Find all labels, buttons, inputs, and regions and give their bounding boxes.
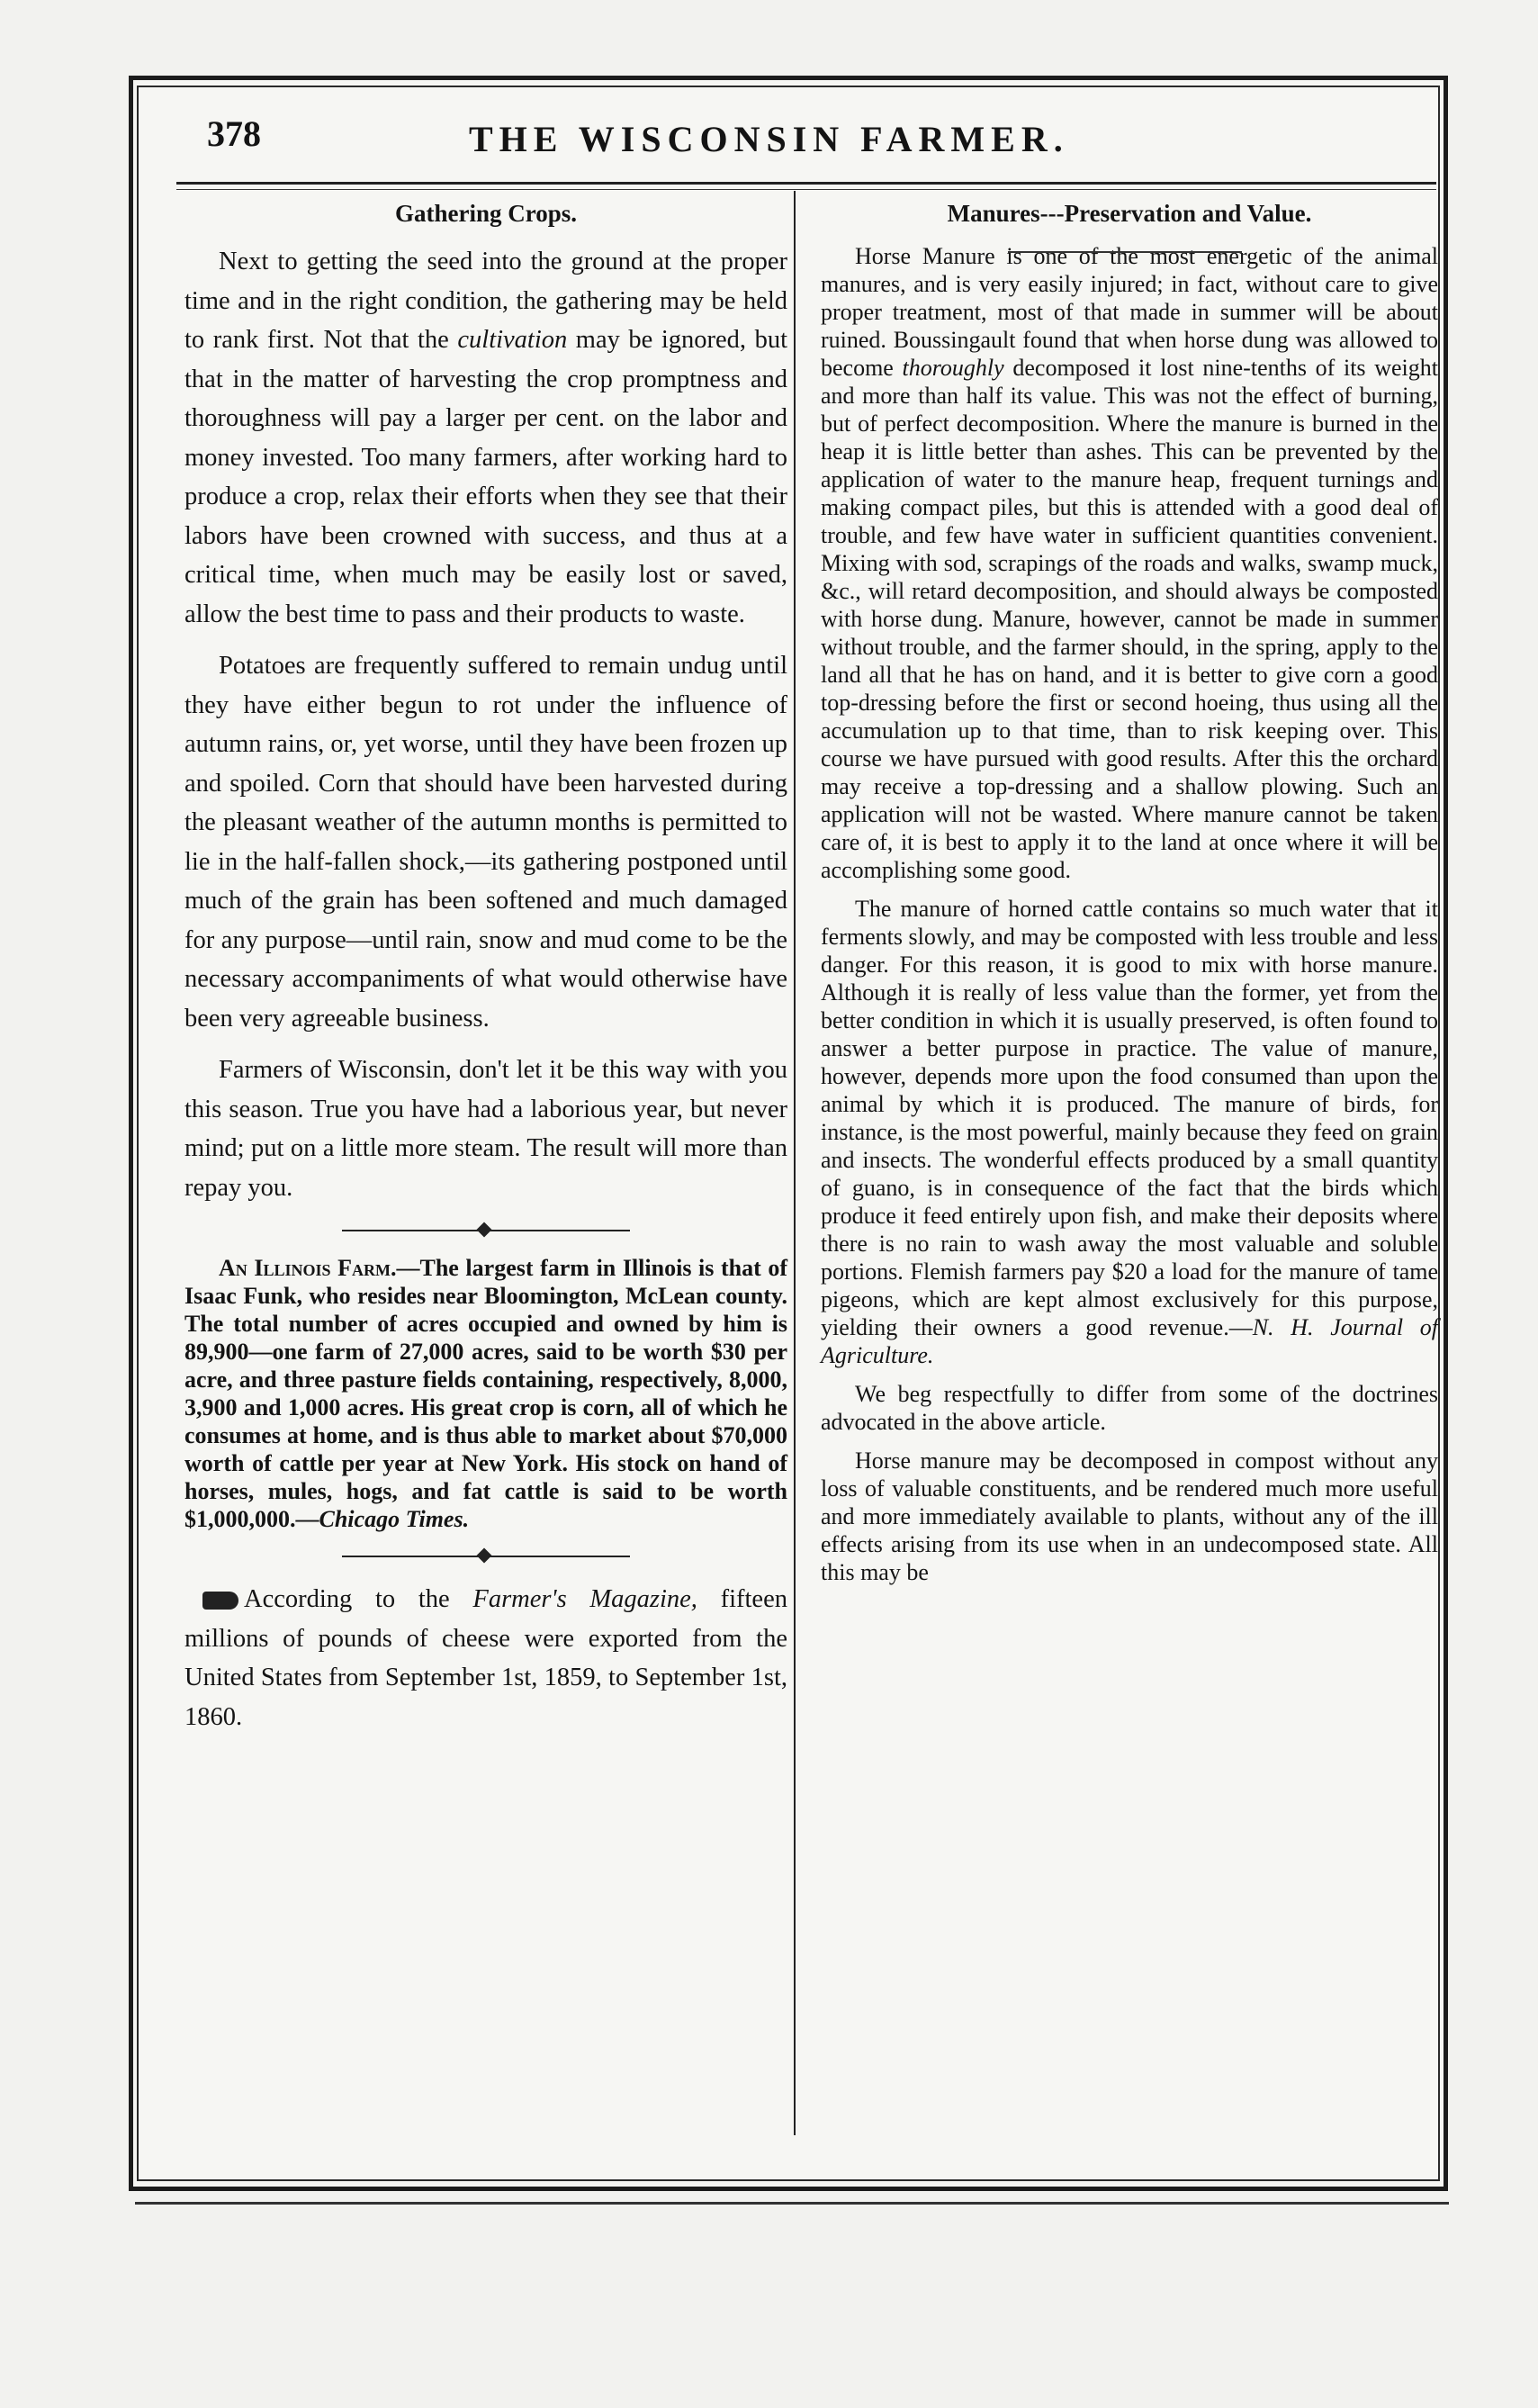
article-illinois-farm: An Illinois Farm.—The largest farm in Illinois is that of Isaac Funk, who resides near Bloomington, McLean county. The total number of acres occupied and owned by him is 89,900—one farm of 27,000 acres, said to be worth $30 per acre, and three pasture fields containing, respectively, 8,000, 3,900 and 1,000 acres. His great crop is corn, all of which he consumes at home, and is thus able to market about $70,000 worth of cattle per year at New York. His stock on hand of horses, mules, hogs, and fat cattle is said to be worth $1,000,000.—Chicago Times. bbox=[184, 1255, 787, 1532]
section-divider bbox=[184, 1546, 787, 1567]
page-number: 378 bbox=[207, 113, 261, 154]
article-title-manures: Manures---Preservation and Value. bbox=[947, 200, 1312, 227]
paragraph: Farmers of Wisconsin, don't let it be this way with you this season. True you have had a laborious year, but never mind; put on a little more steam. The result will more than repay you. bbox=[184, 1056, 787, 1202]
article-cheese-export: According to the Farmer's Magazine, fifteen millions of pounds of cheese were exported from the United States from September 1st, 1859, to September 1st, 1860. bbox=[184, 1585, 787, 1731]
header-rule-thin bbox=[176, 189, 1436, 190]
column-divider bbox=[794, 191, 796, 2135]
paragraph: Potatoes are frequently suffered to remain undug until they have either begun to rot under the influence of autumn rains, or, yet worse, until they have been frozen up and spoiled. Corn that should have been harvested during the pleasant weather of the autumn months is permitted to lie in the half-fallen shock,—its gathering postponed until much of the grain has been softened and much damaged for any purpose—until rain, snow and mud come to be the necessary accompaniments of what would otherwise have been very agreeable business. bbox=[184, 652, 787, 1033]
paragraph: Next to getting the seed into the ground at the proper time and in the right condition, the gathering may be held to rank first. Not that the cultivation may be ignored, but that in the matter of harvesting the crop promptness and thoroughness will pay a larger per cent. on the labor and money invested. Too many farmers, after working hard to produce a crop, relax their efforts when they see that their labors have been crowned with success, and thus at a critical time, when much may be easily lost or saved, allow the best time to pass and their products to waste. bbox=[184, 248, 787, 628]
article-title-gathering-crops: Gathering Crops. bbox=[394, 200, 577, 227]
page-header bbox=[176, 113, 1445, 167]
title-rule bbox=[1008, 251, 1242, 253]
page-bottom-rule bbox=[135, 2202, 1449, 2205]
paragraph: The manure of horned cattle contains so much water that it ferments slowly, and may be composted with less trouble and less danger. For this reason, it is good to mix with horse manure. Although it is really of less value than the former, yet from the better condition in which it is usually preserved, is often found to answer a better purpose in practice. The value of manure, however, depends more upon the food consumed than upon the animal by which it is produced. The manure of birds, for instance, is the most powerful, mainly because they feed on grain and insects. The wonderful effects produced by a small quantity of guano, is in consequence of the fact that the birds which produce it feed entirely upon fish, and make their deposits where there is no rain to wash away the most valuable and soluble portions. Flemish farmers pay $20 a load for the manure of tame pigeons, which are kept almost exclusively for this purpose, yielding their owners a good revenue.—N. H. Journal of Agriculture. bbox=[821, 896, 1438, 1368]
left-column bbox=[184, 200, 787, 1749]
header-rule bbox=[176, 182, 1436, 185]
right-column bbox=[821, 200, 1438, 1597]
paragraph: Horse Manure is one of the most energetic of the animal manures, and is very easily injured; in fact, without care to give proper treatment, most of that made in summer will be about ruined. Boussingault found that when horse dung was allowed to become thoroughly decomposed it lost nine-tenths of its weight and more than half its value. This was not the effect of burning, but of perfect decomposition. Where the manure is burned in the heap it is little better than ashes. This can be prevented by the application of water to the manure heap, frequent turnings and making compact piles, but this is attended with a good deal of trouble, and few have water in sufficient quantities convenient. Mixing with sod, scrapings of the roads and walks, swamp muck, &c., will retard decomposition, and should always be composted with horse dung. Manure, however, cannot be made in summer without trouble, and the farmer should, in the spring, apply to the land all that he has on hand, and it is better to give corn a good top-dressing before the first or second hoeing, thus using all the accumulation up to that time, than to risk keeping over. This course we have pursued with good results. After this the orchard may receive a top-dressing and a shallow plowing. Such an application will not be wasted. Where manure cannot be taken care of, it is best to apply it to the land at once where it will be accomplishing some good. bbox=[821, 243, 1439, 883]
section-divider bbox=[184, 1220, 787, 1241]
running-title: THE WISCONSIN FARMER. bbox=[469, 119, 1069, 159]
paragraph: Horse manure may be decomposed in compost without any loss of valuable constituents, and be rendered much more useful and more immediately available to plants, without any of the ill effects arising from its use when in an undecomposed state. All this may be bbox=[821, 1448, 1438, 1585]
paragraph: We beg respectfully to differ from some of the doctrines advocated in the above article. bbox=[821, 1381, 1438, 1435]
pointing-hand-icon bbox=[202, 1592, 238, 1610]
